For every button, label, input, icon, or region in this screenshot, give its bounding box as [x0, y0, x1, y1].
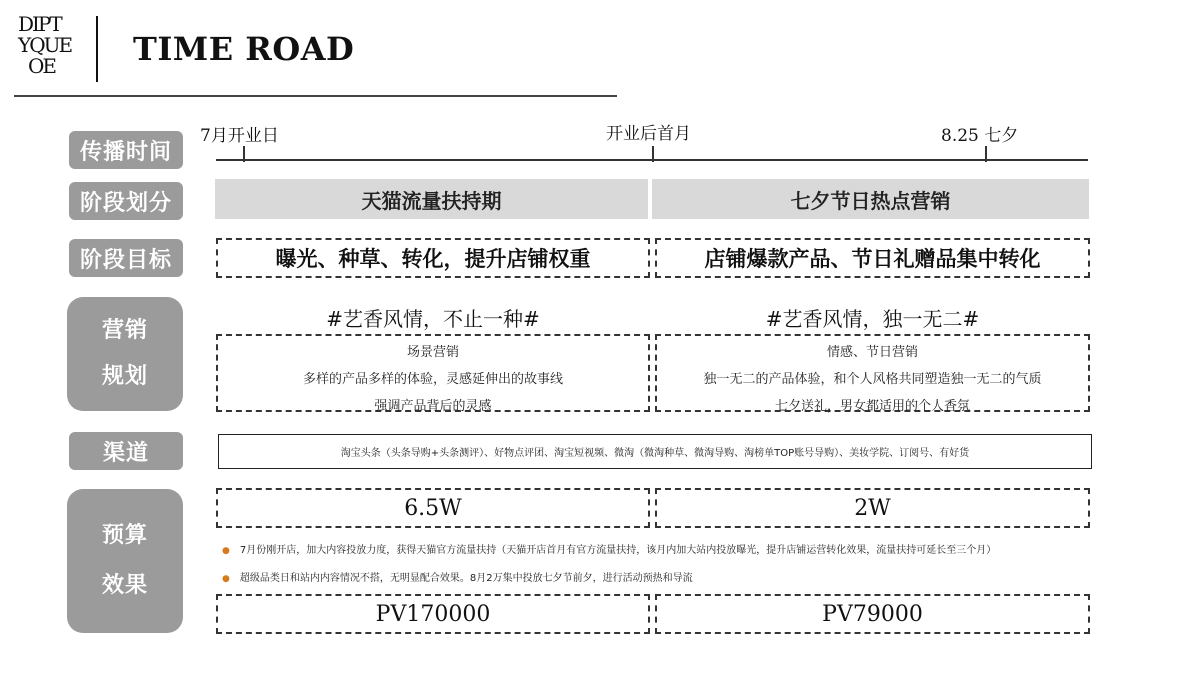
goal-phase-1: 曝光、种草、转化，提升店铺权重	[216, 238, 650, 278]
plan-topic-2: #艺香风情，独一无二#	[765, 307, 980, 331]
plan-heading: 场景营销	[406, 345, 459, 360]
header-divider	[96, 16, 98, 82]
timeline-tick-mid	[652, 146, 654, 162]
label-budget-line1: 预算	[101, 523, 148, 548]
plan-heading: 情感、节日营销	[826, 345, 918, 360]
bullet-icon: ●	[222, 574, 230, 584]
budget-phase-2: 2W	[655, 488, 1090, 528]
budget-note	[222, 569, 693, 584]
label-budget	[67, 489, 183, 633]
budget-note	[222, 541, 996, 556]
label-plan-line1: 营销	[101, 318, 148, 343]
timeline-tick-end	[985, 146, 987, 162]
logo-line: YQUE	[18, 33, 72, 57]
label-phase: 阶段划分	[69, 182, 183, 220]
pv-phase-1: PV170000	[216, 594, 650, 634]
goal-phase-2: 店铺爆款产品、节日礼赠品集中转化	[655, 238, 1090, 278]
brand-logo	[18, 14, 78, 82]
plan-topic-1: #艺香风情，不止一种#	[326, 307, 540, 331]
label-time: 传播时间	[69, 131, 183, 169]
header-rule	[14, 95, 617, 97]
plan-description: 强调产品背后的灵感	[374, 399, 492, 414]
phase-tmall-support: 天猫流量扶持期	[215, 179, 648, 219]
pv-phase-2: PV79000	[655, 594, 1090, 634]
budget-note-text: 超级品类日和站内内容情况不搭，无明显配合效果。8月2万集中投放七夕节前夕，进行活动预热和导流	[239, 573, 693, 584]
budget-note-text: 7月份刚开店，加大内容投放力度，获得天猫官方流量扶持（天猫开店首月有官方流量扶持，该月内加大站内投放曝光，提升店铺运营转化效果，流量扶持可延长至三个月）	[239, 545, 997, 556]
timeline-tick-start	[243, 146, 245, 162]
plan-description: 七夕送礼，男女都适用的个人香氛	[774, 399, 970, 414]
logo-line: OE	[28, 54, 55, 78]
channel-list: 淘宝头条（头条导购+头条测评）、好物点评团、淘宝短视频、微淘（微淘种草、微淘导购、淘榜单TOP账号导购）、美妆学院、订阅号、有好货	[218, 434, 1092, 469]
plan-box-2	[655, 334, 1090, 412]
timeline-start-label: 7月开业日	[200, 126, 279, 146]
timeline-mid-label: 开业后首月	[606, 124, 691, 144]
label-plan-line2: 规划	[101, 364, 148, 389]
budget-phase-1: 6.5W	[216, 488, 650, 528]
page-title: TIME ROAD	[133, 30, 355, 68]
plan-box-1	[216, 334, 650, 412]
phase-qixi-marketing: 七夕节日热点营销	[652, 179, 1089, 219]
timeline-end-label: 8.25 七夕	[941, 126, 1019, 146]
label-goal: 阶段目标	[69, 239, 183, 277]
label-budget-line2: 效果	[101, 573, 148, 598]
bullet-icon: ●	[222, 546, 230, 556]
label-channel: 渠道	[69, 432, 183, 470]
label-plan	[67, 297, 183, 411]
logo-line: DIPT	[18, 12, 61, 36]
plan-description: 独一无二的产品体验，和个人风格共同塑造独一无二的气质	[703, 372, 1042, 387]
plan-description: 多样的产品多样的体验，灵感延伸出的故事线	[302, 372, 563, 387]
